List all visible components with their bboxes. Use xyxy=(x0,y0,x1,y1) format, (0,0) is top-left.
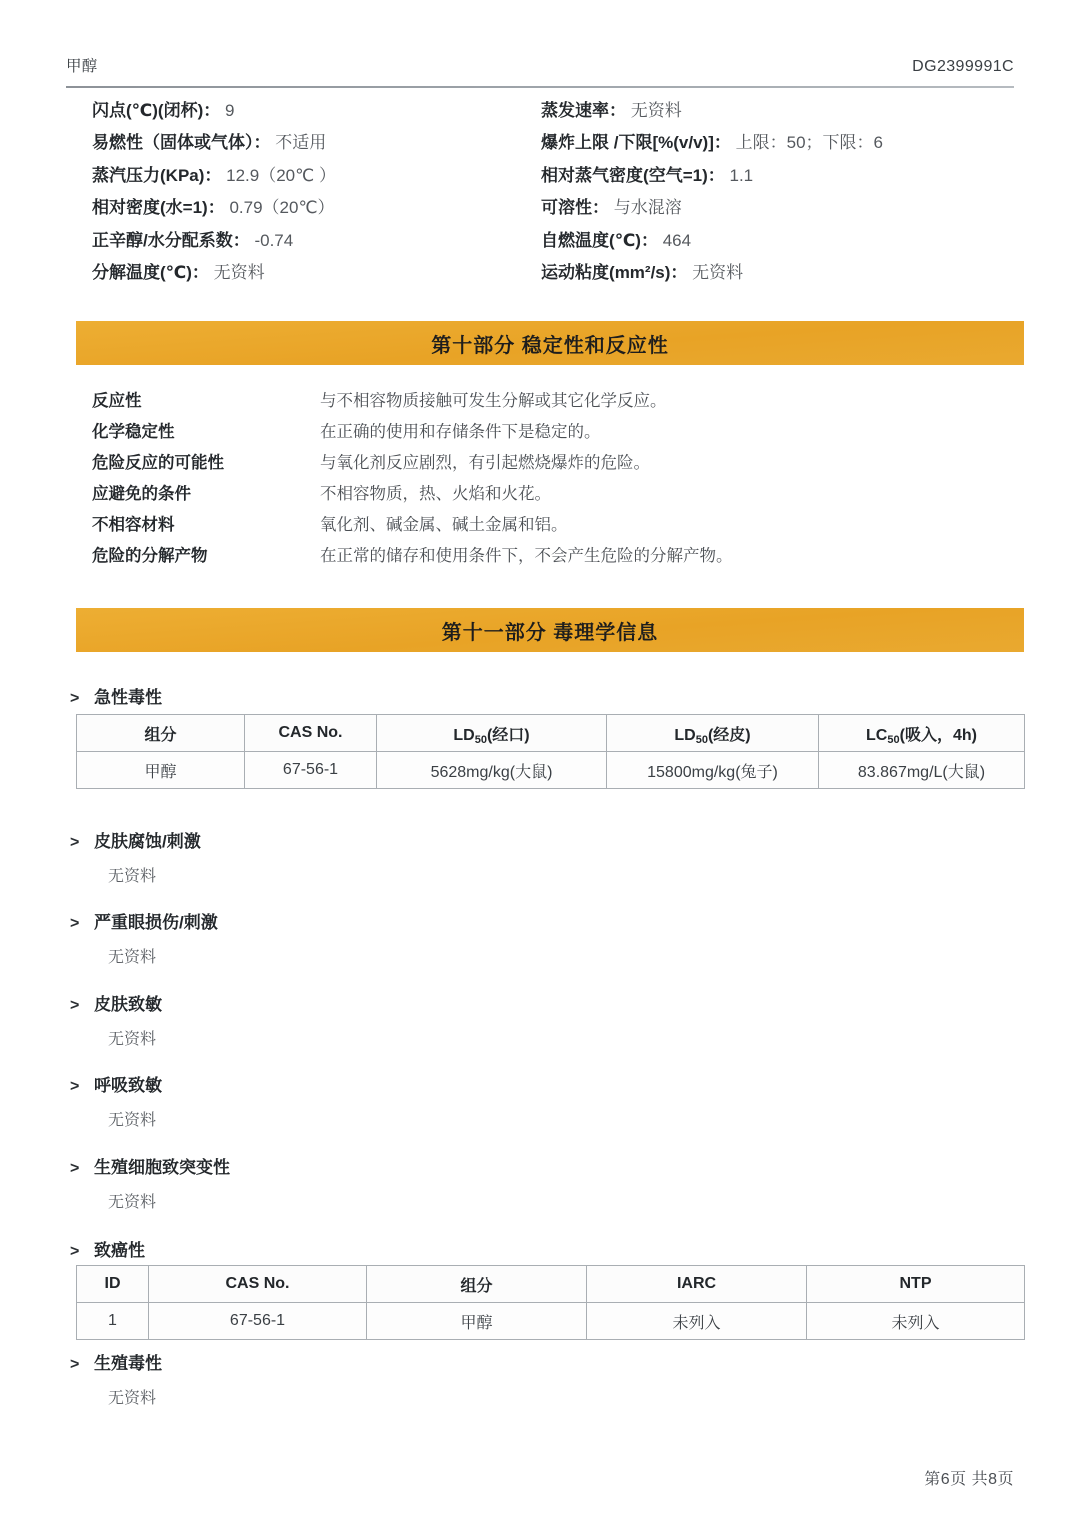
chevron-right-icon: > xyxy=(70,690,80,707)
definition-row xyxy=(92,479,1020,510)
property-line xyxy=(541,225,1020,257)
subsection-heading-label: 严重眼损伤/刺激 xyxy=(94,913,218,932)
definition-row xyxy=(92,386,1020,417)
property-key: 易燃性（固体或气体）： xyxy=(92,133,271,153)
property-line xyxy=(541,257,1020,289)
property-value: 上限：50；下限：6 xyxy=(735,133,883,153)
cell-cas-no: 67-56-1 xyxy=(245,752,377,789)
property-line xyxy=(92,127,541,159)
property-line xyxy=(92,225,541,257)
cell-id: 1 xyxy=(77,1303,149,1340)
document-header xyxy=(66,54,1014,76)
cell-ld50-oral: 5628mg/kg(大鼠) xyxy=(377,752,607,789)
chevron-right-icon: > xyxy=(70,1078,80,1095)
subsection-carcinogenicity xyxy=(70,1236,145,1261)
chevron-right-icon: > xyxy=(70,1356,80,1373)
definition-row xyxy=(92,448,1020,479)
subsection-heading xyxy=(70,827,201,852)
subsection-heading xyxy=(70,1153,230,1178)
property-value: 464 xyxy=(662,230,692,250)
property-key: 闪点(℃)(闭杯)： xyxy=(92,101,221,120)
subsection-heading xyxy=(70,1071,162,1096)
property-line xyxy=(92,257,541,289)
definition-row xyxy=(92,417,1020,448)
property-key: 蒸发速率： xyxy=(541,101,627,120)
physical-properties-column-right xyxy=(541,95,1020,289)
carcinogenicity-table xyxy=(76,1265,1025,1340)
subsection-body: 无资料 xyxy=(108,1390,157,1407)
property-key: 相对蒸气密度(空气=1)： xyxy=(541,165,725,185)
property-value: 不适用 xyxy=(275,133,327,153)
cell-lc50-inhalation: 83.867mg/L(大鼠) xyxy=(819,752,1025,789)
subsection-skin-sensitization xyxy=(70,990,162,1049)
column-header-cas-no: CAS No. xyxy=(245,715,377,752)
table-row xyxy=(77,1303,1025,1340)
chevron-right-icon: > xyxy=(70,834,80,851)
subsection-heading-label: 生殖细胞致突变性 xyxy=(94,1158,230,1177)
definition-description: 与不相容物质接触可发生分解或其它化学反应。 xyxy=(320,392,667,410)
cell-component: 甲醇 xyxy=(367,1303,587,1340)
column-header-lc50-inhalation: $LC_{50}$(吸入，4h) xyxy=(819,715,1025,752)
property-value: 无资料 xyxy=(213,263,265,283)
subsection-heading xyxy=(70,1236,145,1261)
subsection-heading xyxy=(70,908,218,933)
property-key: 相对密度(水=1)： xyxy=(92,198,225,218)
column-header-cas-no: CAS No. xyxy=(149,1266,367,1303)
property-key: 运动粘度(mm²/s)： xyxy=(541,263,688,283)
property-line xyxy=(541,192,1020,224)
definition-row xyxy=(92,541,1020,572)
property-value: 0.79（20℃） xyxy=(229,198,335,218)
cell-cas-no: 67-56-1 xyxy=(149,1303,367,1340)
subsection-heading xyxy=(70,683,162,708)
subsection-heading-label: 呼吸致敏 xyxy=(94,1076,162,1095)
chevron-right-icon: > xyxy=(70,1160,80,1177)
property-line xyxy=(92,95,541,127)
header-document-code: DG2399991C xyxy=(912,58,1014,75)
definition-term: 反应性 xyxy=(92,392,142,410)
definition-term: 不相容材料 xyxy=(92,516,175,534)
subsection-heading-label: 生殖毒性 xyxy=(94,1354,162,1373)
definition-term: 危险反应的可能性 xyxy=(92,454,224,472)
cell-iarc: 未列入 xyxy=(587,1303,807,1340)
subsection-heading xyxy=(70,990,162,1015)
table-header-row xyxy=(77,715,1025,752)
definition-description: 在正确的使用和存储条件下是稳定的。 xyxy=(320,423,601,441)
table-header-row xyxy=(77,1266,1025,1303)
stability-reactivity-list xyxy=(92,386,1020,572)
physical-properties-list xyxy=(92,95,1020,289)
definition-description: 在正常的储存和使用条件下，不会产生危险的分解产物。 xyxy=(320,547,733,565)
property-line xyxy=(92,160,541,192)
subsection-skin-corrosion-irritation xyxy=(70,827,201,886)
property-value: 9 xyxy=(224,101,235,120)
subsection-acute-toxicity xyxy=(70,683,162,708)
subsection-heading-label: 皮肤腐蚀/刺激 xyxy=(94,832,201,851)
header-divider xyxy=(66,86,1014,88)
subsection-body: 无资料 xyxy=(108,1112,157,1129)
subsection-germ-cell-mutagenicity xyxy=(70,1153,230,1212)
property-line xyxy=(92,192,541,224)
column-header-ntp: NTP xyxy=(807,1266,1025,1303)
subsection-heading-label: 皮肤致敏 xyxy=(94,995,162,1014)
subsection-respiratory-sensitization xyxy=(70,1071,162,1130)
cell-ld50-dermal: 15800mg/kg(兔子) xyxy=(607,752,819,789)
column-header-id: ID xyxy=(77,1266,149,1303)
physical-properties-column-left xyxy=(92,95,541,289)
property-value: 与水混溶 xyxy=(613,198,682,218)
definition-description: 氧化剂、碱金属、碱土金属和铝。 xyxy=(320,516,568,534)
property-line xyxy=(541,127,1020,159)
subsection-heading-label: 急性毒性 xyxy=(94,688,162,707)
property-value: 1.1 xyxy=(729,165,754,185)
column-header-component: 组分 xyxy=(77,715,245,752)
cell-component: 甲醇 xyxy=(77,752,245,789)
property-key: 爆炸上限 /下限[%(v/v)]： xyxy=(541,133,731,153)
property-key: 正辛醇/水分配系数： xyxy=(92,230,250,250)
definition-term: 化学稳定性 xyxy=(92,423,175,441)
subsection-body: 无资料 xyxy=(108,1194,157,1211)
property-value: 12.9（20℃ ） xyxy=(226,165,336,185)
subsection-body: 无资料 xyxy=(108,868,157,885)
subsection-heading-label: 致癌性 xyxy=(94,1241,145,1260)
column-header-iarc: IARC xyxy=(587,1266,807,1303)
page-pagination: 第6页 共8页 xyxy=(924,1471,1014,1488)
definition-row xyxy=(92,510,1020,541)
cell-ntp: 未列入 xyxy=(807,1303,1025,1340)
acute-toxicity-table xyxy=(76,714,1025,789)
property-value: -0.74 xyxy=(254,230,294,250)
definition-term: 应避免的条件 xyxy=(92,485,191,503)
section-11-banner: 第十一部分 毒理学信息 xyxy=(76,608,1024,652)
subsection-heading xyxy=(70,1349,162,1374)
subsection-body: 无资料 xyxy=(108,1031,157,1048)
definition-term: 危险的分解产物 xyxy=(92,547,208,565)
definition-description: 与氧化剂反应剧烈，有引起燃烧爆炸的危险。 xyxy=(320,454,650,472)
property-line xyxy=(541,160,1020,192)
chevron-right-icon: > xyxy=(70,997,80,1014)
header-product-name: 甲醇 xyxy=(66,58,98,75)
chevron-right-icon: > xyxy=(70,915,80,932)
chevron-right-icon: > xyxy=(70,1243,80,1260)
property-value: 无资料 xyxy=(692,263,744,283)
property-line xyxy=(541,95,1020,127)
property-key: 可溶性： xyxy=(541,198,610,218)
subsection-reproductive-toxicity xyxy=(70,1349,162,1408)
property-key: 分解温度(℃)： xyxy=(92,263,209,283)
section-10-banner: 第十部分 稳定性和反应性 xyxy=(76,321,1024,365)
subsection-serious-eye-damage-irritation xyxy=(70,908,218,967)
subsection-body: 无资料 xyxy=(108,949,157,966)
property-key: 自燃温度(℃)： xyxy=(541,230,658,250)
table-row xyxy=(77,752,1025,789)
property-value: 无资料 xyxy=(630,101,682,120)
column-header-ld50-oral: $LD_{50}$(经口) xyxy=(377,715,607,752)
column-header-ld50-dermal: $LD_{50}$(经皮) xyxy=(607,715,819,752)
property-key: 蒸汽压力(KPa)： xyxy=(92,165,222,185)
definition-description: 不相容物质，热、火焰和火花。 xyxy=(320,485,551,503)
column-header-component: 组分 xyxy=(367,1266,587,1303)
